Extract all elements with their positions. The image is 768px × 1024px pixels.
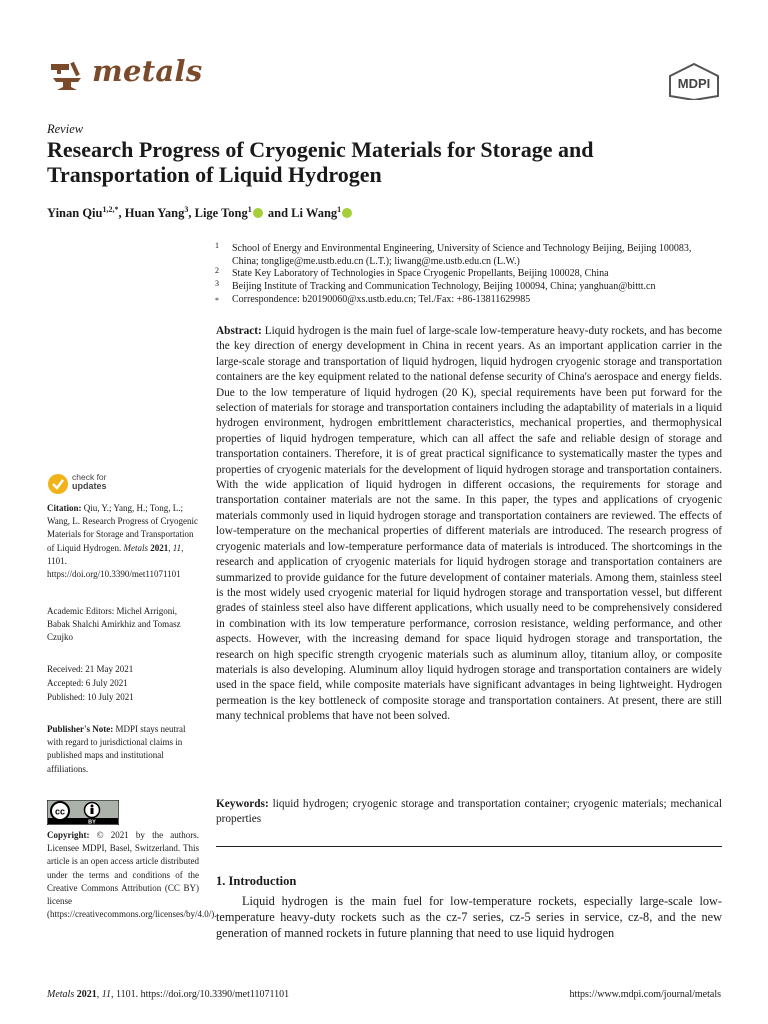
affiliation-text: School of Energy and Environmental Engineering, University of Science and Technology Beijing, Beijing 100083, China; tonglige@me.ustb.edu.cn (L.T.); liwang@me.ustb.edu.cn (L.W.) — [232, 243, 692, 267]
author-name[interactable]: Lige Tong — [194, 206, 248, 221]
citation-volume: 11 — [172, 542, 182, 553]
cc-by-label: BY — [88, 819, 96, 825]
footer-journal-url[interactable]: https://www.mdpi.com/journal/metals — [569, 989, 721, 1000]
introduction-text: Liquid hydrogen is the main fuel for low-temperature rockets, especially large-scale low-temperature heavy-duty rockets such as the cz-7 series, cz-5 series in service, cz-8, and the new generation of manned rockets in future planning that need to use liquid hydrogen — [216, 894, 722, 940]
section-divider — [216, 846, 722, 847]
footer-citation: Metals 2021, 11, 1101. https://doi.org/10.3390/met11071101 — [47, 989, 290, 1000]
crossmark-icon — [47, 473, 69, 495]
copyright-label: Copyright: — [47, 830, 90, 840]
mdpi-logo-icon — [666, 62, 722, 100]
author-affiliation-marker: 3 — [184, 205, 189, 214]
author-separator: , — [188, 206, 195, 221]
affiliation-number: 3 — [215, 279, 219, 288]
affiliation — [215, 268, 715, 281]
author-separator: and — [264, 206, 292, 221]
updates-label-line2: updates — [72, 481, 107, 491]
author-name[interactable]: Li Wang — [291, 206, 338, 221]
section-heading: 1. Introduction — [216, 874, 297, 888]
citation-label: Citation: — [47, 503, 82, 513]
publisher-note — [47, 723, 199, 776]
author-separator: , — [118, 206, 125, 221]
citation-doi[interactable]: , 1101. https://doi.org/10.3390/met11071101 — [47, 542, 184, 580]
cc-by-license-icon[interactable] — [47, 800, 119, 825]
affiliation-number: 2 — [215, 266, 219, 275]
publisher-name: MDPI — [677, 76, 711, 91]
correspondence — [215, 294, 715, 307]
abstract — [216, 324, 722, 725]
affiliation-text: State Key Laboratory of Technologies in Space Cryogenic Propellants, Beijing 100028, China — [232, 268, 609, 279]
footer-journal: Metals — [47, 989, 75, 1000]
affiliation-text: Beijing Institute of Tracking and Communication Technology, Beijing 100094, China; yanghuan@bittt.cn — [232, 281, 656, 292]
updates-label-line1: check for — [72, 472, 107, 482]
orcid-icon[interactable] — [253, 208, 263, 218]
publisher-note-text: MDPI stays neutral with regard to jurisdictional claims in published maps and institutional affiliations. — [47, 724, 186, 774]
footer-doi[interactable]: , 1101. https://doi.org/10.3390/met11071101 — [110, 989, 290, 1000]
published-date: Published: 10 July 2021 — [47, 692, 134, 702]
author-name[interactable]: Yinan Qiu — [47, 206, 103, 221]
article-type: Review — [47, 122, 84, 136]
metals-logo-icon — [47, 58, 87, 92]
author-name[interactable]: Huan Yang — [124, 206, 185, 221]
academic-editors: Academic Editors: Michel Arrigoni, Babak Shalchi Amirkhiz and Tomasz Czujko — [47, 606, 181, 643]
abstract-text: Liquid hydrogen is the main fuel of large-scale low-temperature heavy-duty rockets, and has become the key direction of energy development in China in recent years. As an important application carrier in the large-scale storage and transportation of liquid hydrogen, liquid hydrogen cryogenic storage and transportation containers are the key equipment related to the national defense security of China's aerospace and energy fields. Due to the low temperature of liquid hydrogen (20 K), special requirements have been put forward for the selection of materials for storage and transportation containers including the adaptability of materials in a liquid hydrogen environment, hydrogen embrittlement characteristics, mechanical properties, and thermophysical properties of liquid hydrogen temperature, which can all affect the safe and reliable design of storage and transportation containers. Therefore, it is of great practical significance to systematically master the types and properties of cryogenic materials for the development of liquid hydrogen storage and transportation containers. With the wide application of liquid hydrogen in different occasions, the requirements for storage and transportation container materials are not the same. In this paper, the types and applications of cryogenic materials commonly used in liquid hydrogen storage and transportation containers are reviewed. The effects of low-temperature on the mechanical properties of different materials are introduced. The research progress of cryogenic materials and low-temperature performance data of materials is introduced. The shortcomings in the research and application of cryogenic materials for liquid hydrogen storage and transportation containers are summarized to provide guidance for the future development of container materials. Among them, stainless steel is the most widely used cryogenic material for liquid hydrogen storage and transportation vessel, but different grades of stainless steel also have different applications, which usually need to be comprehensively considered in combination with its low temperature performance, corrosion resistance, welding performance, and other aspects. However, with the increasing demand for space liquid hydrogen storage and transportation, the research on high specific strength cryogenic materials such as aluminum alloy, titanium alloy, or composite materials is also developing. Aluminum alloy liquid hydrogen storage and transportation containers are widely used in the space field, while composite materials have significant advantages in being lightweight. Hydrogen permeation is the key bottleneck of composite storage and transportation containers. At present, there are still many technical problems that have not been solved. — [216, 325, 722, 723]
journal-name: metals — [92, 54, 203, 88]
article-title: Research Progress of Cryogenic Materials for Storage and Transportation of Liquid Hydrogen — [47, 137, 594, 187]
orcid-icon[interactable] — [342, 208, 352, 218]
citation-text: Qiu, Y.; Yang, H.; Tong, L.; Wang, L. Research Progress of Cryogenic Materials for Storage and Transportation of Liquid Hydrogen. — [47, 503, 198, 553]
correspondence-marker: * — [215, 296, 219, 305]
svg-text:cc: cc — [54, 806, 66, 817]
author-list — [47, 205, 354, 221]
correspondence-text: Correspondence: b20190060@xs.ustb.edu.cn; Tel./Fax: +86-13811629985 — [232, 294, 531, 305]
affiliation-number: 1 — [215, 241, 219, 250]
author-affiliation-marker: 1 — [247, 205, 252, 214]
footer-year: 2021 — [76, 989, 97, 1000]
accepted-date: Accepted: 6 July 2021 — [47, 678, 128, 688]
keywords — [216, 797, 722, 828]
affiliation — [215, 243, 715, 268]
publisher-note-label: Publisher's Note: — [47, 724, 114, 734]
citation-block: Citation: Qiu, Y.; Yang, H.; Tong, L.; Wang, L. Research Progress of Cryogenic Materials for Storage and Transportation of Liquid Hydrogen. Metals 2021, 11, 1101. https://doi.org/10.3390/met11071101 — [47, 503, 198, 580]
keywords-text: liquid hydrogen; cryogenic storage and transportation container; cryogenic materials; mechanical properties — [216, 798, 722, 826]
check-for-updates-button[interactable] — [47, 473, 127, 495]
abstract-label: Abstract: — [216, 325, 262, 337]
citation-journal: Metals — [123, 542, 148, 553]
footer-volume: 11 — [101, 989, 111, 1000]
affiliation — [215, 281, 715, 294]
copyright-text: © 2021 by the authors. Licensee MDPI, Basel, Switzerland. This article is an open access article distributed under the terms and conditions of the Creative Commons Attribution (CC BY) license (https://creativecommons.org/licenses/by/4.0/). — [47, 830, 217, 920]
received-date: Received: 21 May 2021 — [47, 664, 134, 674]
citation-year: 2021 — [150, 542, 169, 553]
author-affiliation-marker: 1,2,* — [102, 205, 119, 214]
copyright-notice — [47, 829, 217, 921]
author-affiliation-marker: 1 — [337, 205, 342, 214]
keywords-label: Keywords: — [216, 798, 269, 810]
